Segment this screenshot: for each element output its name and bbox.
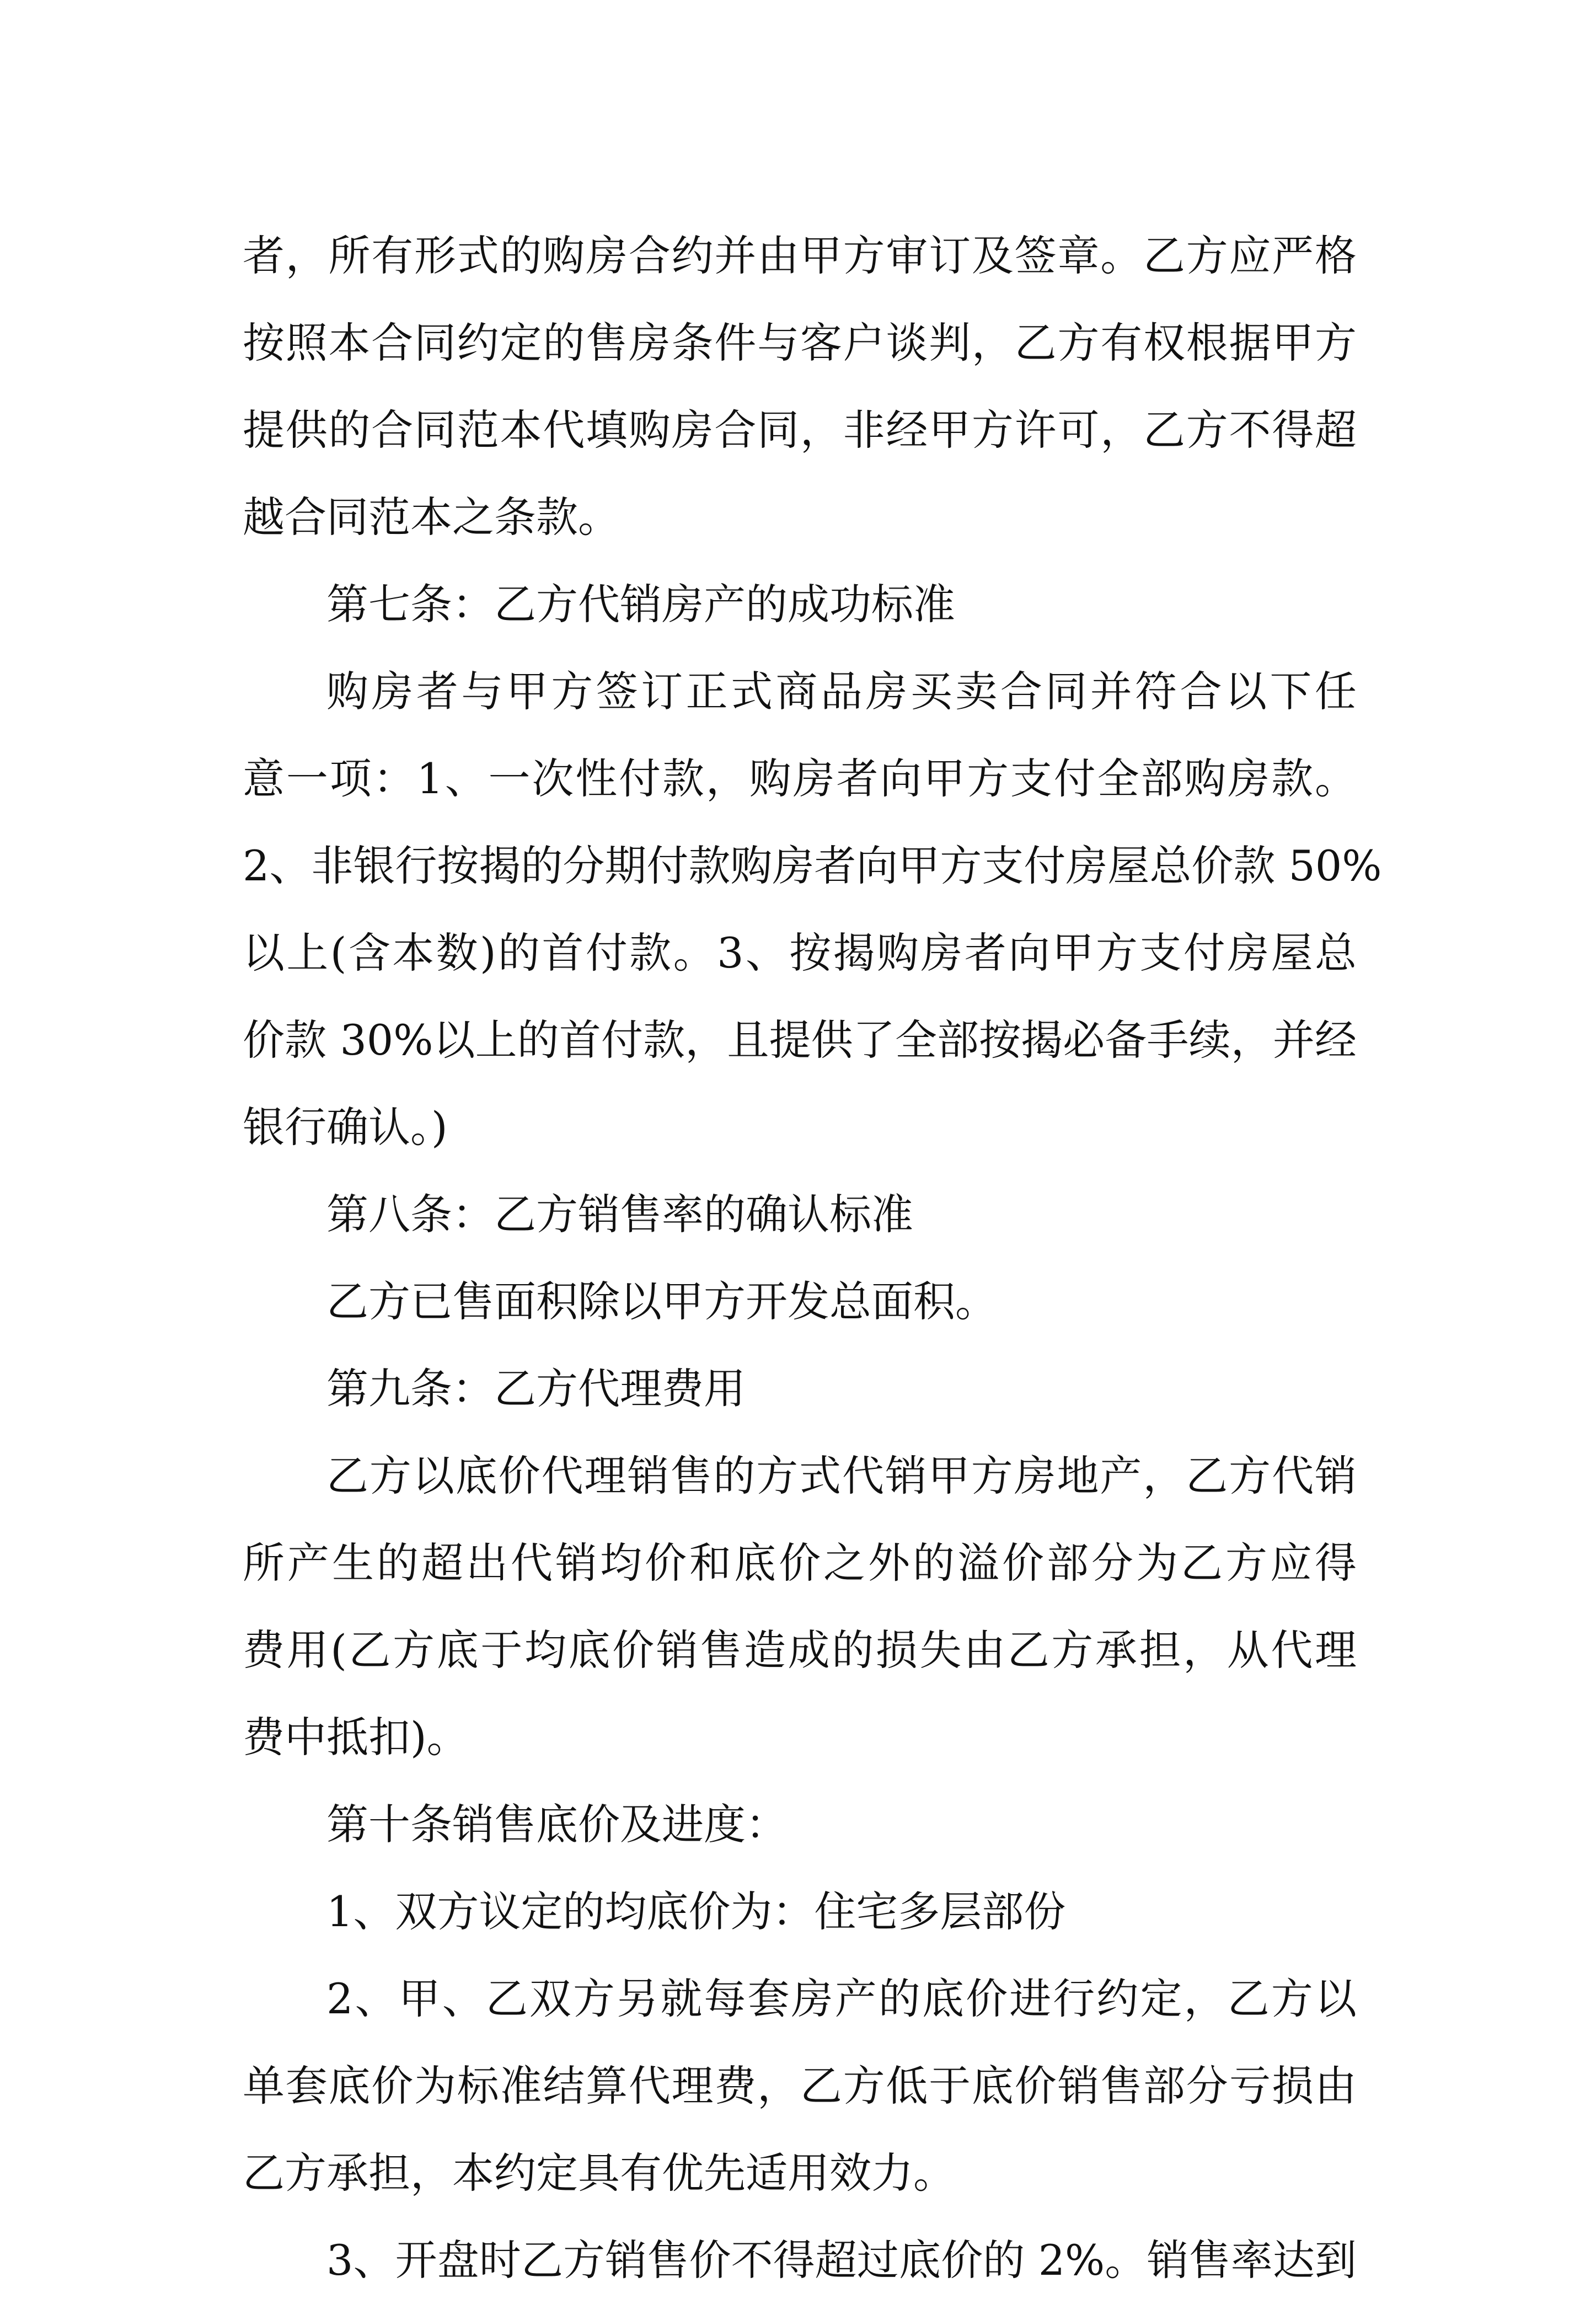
section-heading-9: 第九条：乙方代理费用 <box>326 1364 746 1413</box>
text-line: 2、非银行按揭的分期付款购房者向甲方支付房屋总价款 50% <box>243 841 1382 890</box>
text-line: 越合同范本之条款。 <box>243 493 620 542</box>
text-line: 乙方已售面积除以甲方开发总面积。 <box>326 1277 997 1326</box>
text-line: 费用(乙方底于均底价销售造成的损失由乙方承担，从代理 <box>243 1626 1357 1675</box>
text-line: 提供的合同范本代填购房合同，非经甲方许可，乙方不得超 <box>243 405 1357 455</box>
text-line: 所产生的超出代销均价和底价之外的溢价部分为乙方应得 <box>243 1538 1357 1587</box>
section-heading-10: 第十条销售底价及进度： <box>326 1800 788 1849</box>
list-item-3: 3、开盘时乙方销售价不得超过底价的 2%。销售率达到 <box>326 2236 1357 2285</box>
text-line: 以上(含本数)的首付款。3、按揭购房者向甲方支付房屋总 <box>243 928 1357 977</box>
list-item-1: 1、双方议定的均底价为：住宅多层部份 <box>326 1887 1066 1936</box>
list-item-2: 2、甲、乙双方另就每套房产的底价进行约定，乙方以 <box>326 1974 1357 2023</box>
text-line: 者，所有形式的购房合约并由甲方审订及签章。乙方应严格 <box>243 231 1357 280</box>
text-line: 单套底价为标准结算代理费，乙方低于底价销售部分亏损由 <box>243 2061 1357 2110</box>
text-line: 价款 30%以上的首付款，且提供了全部按揭必备手续，并经 <box>243 1015 1357 1065</box>
text-line: 按照本合同约定的售房条件与客户谈判，乙方有权根据甲方 <box>243 318 1357 367</box>
section-heading-8: 第八条：乙方销售率的确认标准 <box>326 1190 913 1239</box>
text-line: 费中抵扣)。 <box>243 1713 469 1762</box>
text-line: 乙方以底价代理销售的方式代销甲方房地产，乙方代销 <box>326 1451 1357 1500</box>
section-heading-7: 第七条：乙方代销房产的成功标准 <box>326 580 955 629</box>
text-line: 乙方承担，本约定具有优先适用效力。 <box>243 2148 955 2198</box>
text-line: 银行确认。) <box>243 1103 448 1152</box>
text-line: 意一项：1、一次性付款，购房者向甲方支付全部购房款。 <box>243 754 1357 803</box>
document-body <box>243 212 1382 2304</box>
text-line: 购房者与甲方签订正式商品房买卖合同并符合以下任 <box>326 667 1357 716</box>
